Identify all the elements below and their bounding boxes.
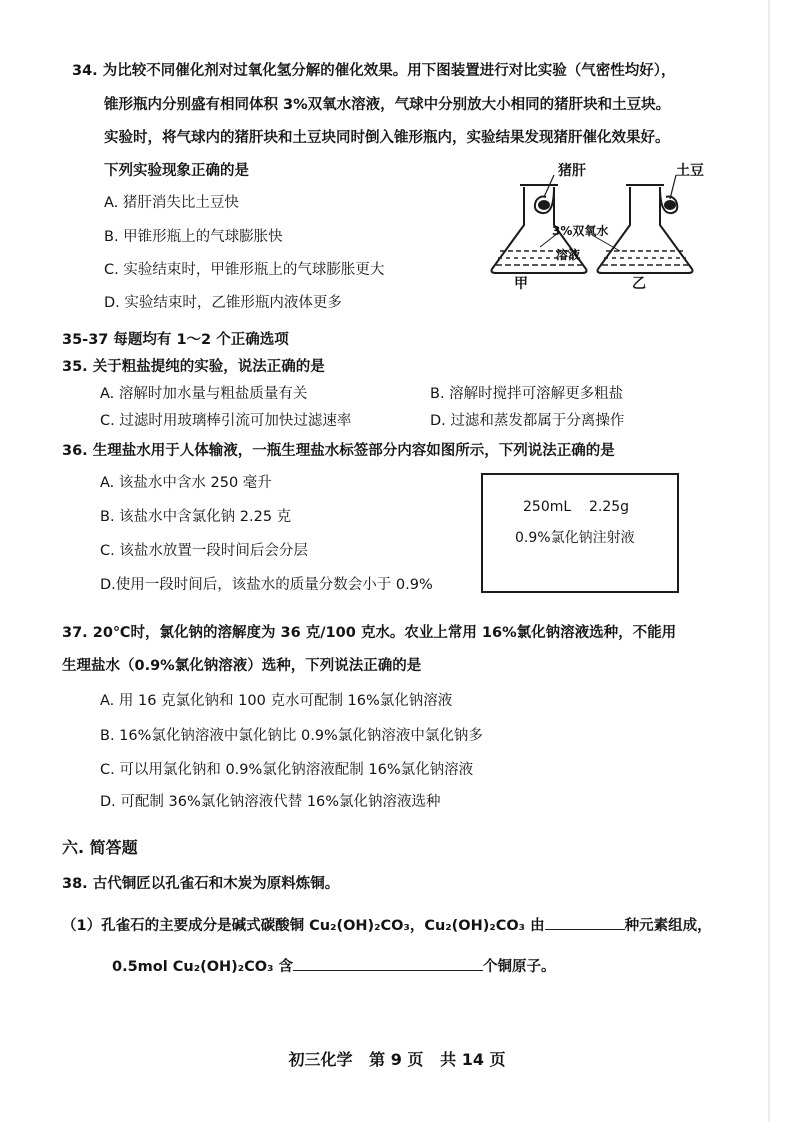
saline-label-box	[481, 473, 679, 593]
q34-option-d: D. 实验结束时，乙锥形瓶内液体更多	[104, 295, 342, 311]
page-footer: 初三化学 第 9 页 共 14 页	[288, 1050, 506, 1069]
q38-part1-line	[62, 914, 712, 936]
q34-line1: 34. 为比较不同催化剂对过氧化氢分解的催化效果。用下图装置进行对比实验（气密性均好），	[72, 63, 676, 79]
q37-line1: 37. 20℃时，氯化钠的溶解度为 36 克/100 克水。农业上常用 16%氯化钠溶液选种，不能用	[62, 625, 677, 641]
label-liver: 猪肝	[558, 163, 586, 179]
q36-option-c: C. 该盐水放置一段时间后会分层	[100, 543, 308, 559]
balloon-b	[660, 175, 677, 213]
q34-option-b: B. 甲锥形瓶上的气球膨胀快	[104, 229, 283, 245]
balloon-a	[535, 175, 554, 213]
q35-option-a: A. 溶解时加水量与粗盐质量有关	[100, 386, 308, 402]
multi-choice-note: 35-37 每题均有 1～2 个正确选项	[62, 332, 289, 348]
q35-option-b: B. 溶解时搅拌可溶解更多粗盐	[430, 386, 624, 402]
label-flask-a: 甲	[514, 276, 528, 292]
q34-line2: 锥形瓶内分别盛有相同体积 3%双氧水溶液，气球中分别放大小相同的猪肝块和土豆块。	[104, 97, 671, 113]
saline-label-name: 0.9%氯化钠注射液	[515, 530, 635, 546]
flask-experiment-figure	[480, 155, 720, 295]
q37-option-a: A. 用 16 克氯化钠和 100 克水可配制 16%氯化钠溶液	[100, 693, 453, 709]
label-potato: 土豆	[676, 163, 704, 179]
q38-part1-suffix: 种元素组成，	[624, 918, 712, 934]
answer-blank-element-count[interactable]	[545, 914, 625, 930]
q37-option-c: C. 可以用氯化钠和 0.9%氯化钠溶液配制 16%氯化钠溶液	[100, 762, 474, 778]
q37-option-d: D. 可配制 36%氯化钠溶液代替 16%氯化钠溶液选种	[100, 794, 441, 810]
q36-option-a: A. 该盐水中含水 250 毫升	[100, 475, 272, 491]
q34-option-a: A. 猪肝消失比土豆快	[104, 195, 239, 211]
q34-line3: 实验时，将气球内的猪肝块和土豆块同时倒入锥形瓶内，实验结果发现猪肝催化效果好。	[104, 130, 670, 146]
q38-stem: 38. 古代铜匠以孔雀石和木炭为原料炼铜。	[62, 876, 340, 892]
scan-edge-right	[768, 0, 770, 1122]
label-flask-b: 乙	[632, 276, 646, 292]
answer-blank-copper-atoms[interactable]	[293, 955, 483, 971]
label-solution-line1: 3%双氧水	[552, 224, 609, 238]
flask-b	[598, 185, 693, 273]
q35-option-d: D. 过滤和蒸发都属于分离操作	[430, 413, 625, 429]
q38-part2-text: 0.5mol Cu₂(OH)₂CO₃ 含	[112, 959, 294, 975]
label-solution-line2: 溶液	[556, 248, 581, 262]
q38-part2-line	[112, 955, 556, 977]
q34-option-c: C. 实验结束时，甲锥形瓶上的气球膨胀更大	[104, 262, 385, 278]
section-6-title: 六. 简答题	[62, 838, 138, 857]
q35-stem: 35. 关于粗盐提纯的实验，说法正确的是	[62, 359, 325, 375]
liquid-b	[602, 251, 688, 265]
q34-line4: 下列实验现象正确的是	[104, 163, 249, 179]
saline-label-volume-mass: 250mL 2.25g	[523, 499, 630, 515]
q36-option-d: D.使用一段时间后，该盐水的质量分数会小于 0.9%	[100, 577, 433, 593]
q36-option-b: B. 该盐水中含氯化钠 2.25 克	[100, 509, 292, 525]
q35-option-c: C. 过滤时用玻璃棒引流可加快过滤速率	[100, 413, 352, 429]
q38-part2-suffix: 个铜原子。	[483, 959, 556, 975]
q38-part1-text: （1）孔雀石的主要成分是碱式碳酸铜 Cu₂(OH)₂CO₃，Cu₂(OH)₂CO₃ 由	[62, 918, 545, 934]
q36-stem: 36. 生理盐水用于人体输液，一瓶生理盐水标签部分内容如图所示，下列说法正确的是	[62, 443, 615, 459]
q37-option-b: B. 16%氯化钠溶液中氯化钠比 0.9%氯化钠溶液中氯化钠多	[100, 728, 483, 744]
q37-line2: 生理盐水（0.9%氯化钠溶液）选种，下列说法正确的是	[62, 658, 422, 674]
